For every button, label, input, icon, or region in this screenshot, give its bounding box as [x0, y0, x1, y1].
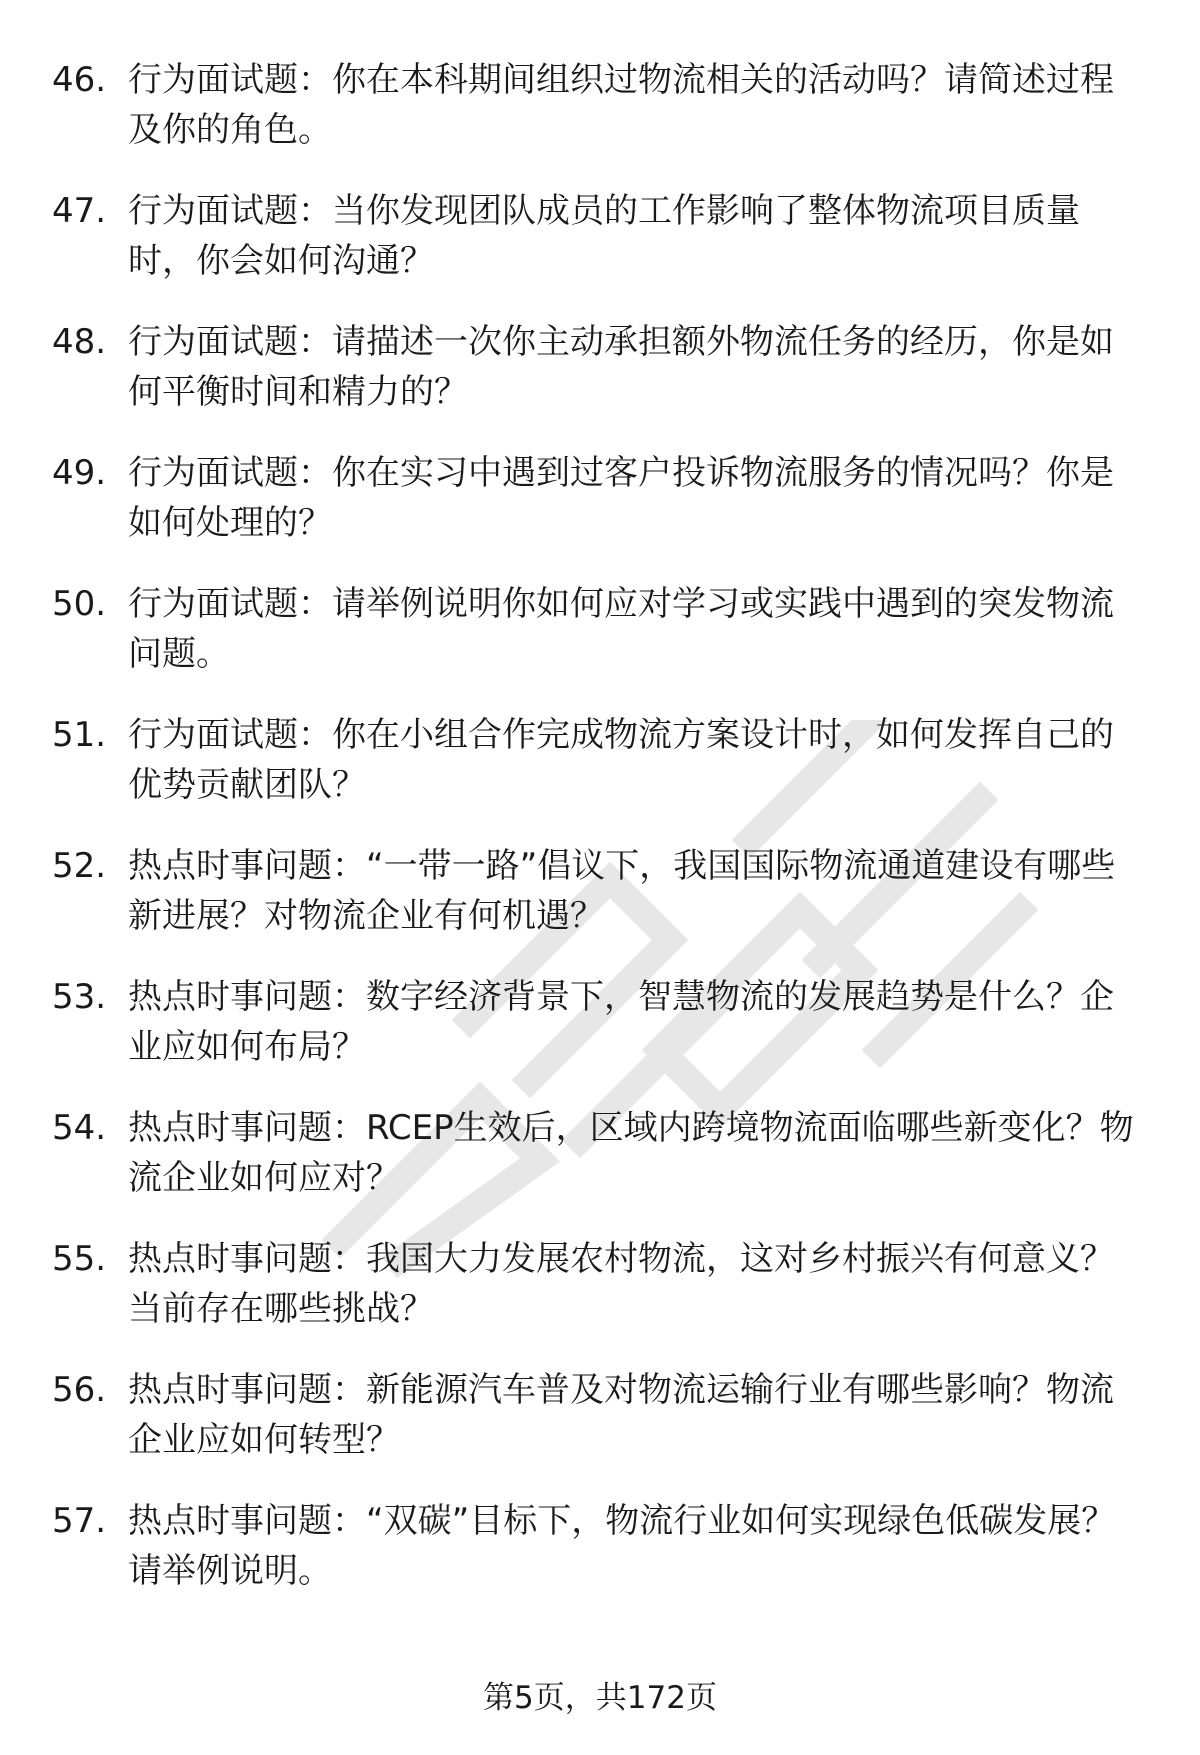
list-item	[52, 1234, 1142, 1334]
list-item	[52, 448, 1142, 548]
question-text: 热点时事问题：“一带一路”倡议下，我国国际物流通道建设有哪些新进展？对物流企业有何机遇？	[128, 846, 1116, 936]
question-number: 46.	[52, 60, 107, 100]
question-text: 行为面试题：当你发现团队成员的工作影响了整体物流项目质量时，你会如何沟通？	[128, 191, 1080, 281]
list-item	[52, 1365, 1142, 1465]
question-text: 行为面试题：你在实习中遇到过客户投诉物流服务的情况吗？你是如何处理的？	[128, 453, 1114, 543]
question-number: 56.	[52, 1370, 107, 1410]
question-number: 49.	[52, 453, 107, 493]
question-number: 48.	[52, 322, 107, 362]
question-text: 热点时事问题：数字经济背景下，智慧物流的发展趋势是什么？企业应如何布局？	[128, 977, 1114, 1067]
question-text: 行为面试题：你在小组合作完成物流方案设计时，如何发挥自己的优势贡献团队？	[128, 715, 1114, 805]
list-item	[52, 841, 1142, 941]
question-number: 53.	[52, 977, 107, 1017]
question-number: 52.	[52, 846, 107, 886]
list-item	[52, 710, 1142, 810]
question-text: 热点时事问题：我国大力发展农村物流，这对乡村振兴有何意义？当前存在哪些挑战？	[128, 1239, 1114, 1329]
list-item	[52, 55, 1142, 155]
question-text: 热点时事问题：RCEP生效后，区域内跨境物流面临哪些新变化？物流企业如何应对？	[128, 1108, 1134, 1198]
list-item	[52, 1496, 1142, 1596]
list-item	[52, 579, 1142, 679]
question-text: 行为面试题：你在本科期间组织过物流相关的活动吗？请简述过程及你的角色。	[128, 60, 1114, 150]
question-number: 50.	[52, 584, 107, 624]
question-number: 47.	[52, 191, 107, 231]
question-text: 热点时事问题：新能源汽车普及对物流运输行业有哪些影响？物流企业应如何转型？	[128, 1370, 1114, 1460]
list-item	[52, 1103, 1142, 1203]
question-number: 55.	[52, 1239, 107, 1279]
list-item	[52, 186, 1142, 286]
page-number-footer: 第5页，共172页	[483, 1680, 717, 1716]
question-number: 51.	[52, 715, 107, 755]
question-number: 57.	[52, 1501, 107, 1541]
question-number: 54.	[52, 1108, 107, 1148]
list-item	[52, 972, 1142, 1072]
question-list	[52, 55, 1142, 1627]
list-item	[52, 317, 1142, 417]
question-text: 热点时事问题：“双碳”目标下，物流行业如何实现绿色低碳发展？请举例说明。	[128, 1501, 1116, 1591]
question-text: 行为面试题：请举例说明你如何应对学习或实践中遇到的突发物流问题。	[128, 584, 1114, 674]
question-text: 行为面试题：请描述一次你主动承担额外物流任务的经历，你是如何平衡时间和精力的？	[128, 322, 1114, 412]
